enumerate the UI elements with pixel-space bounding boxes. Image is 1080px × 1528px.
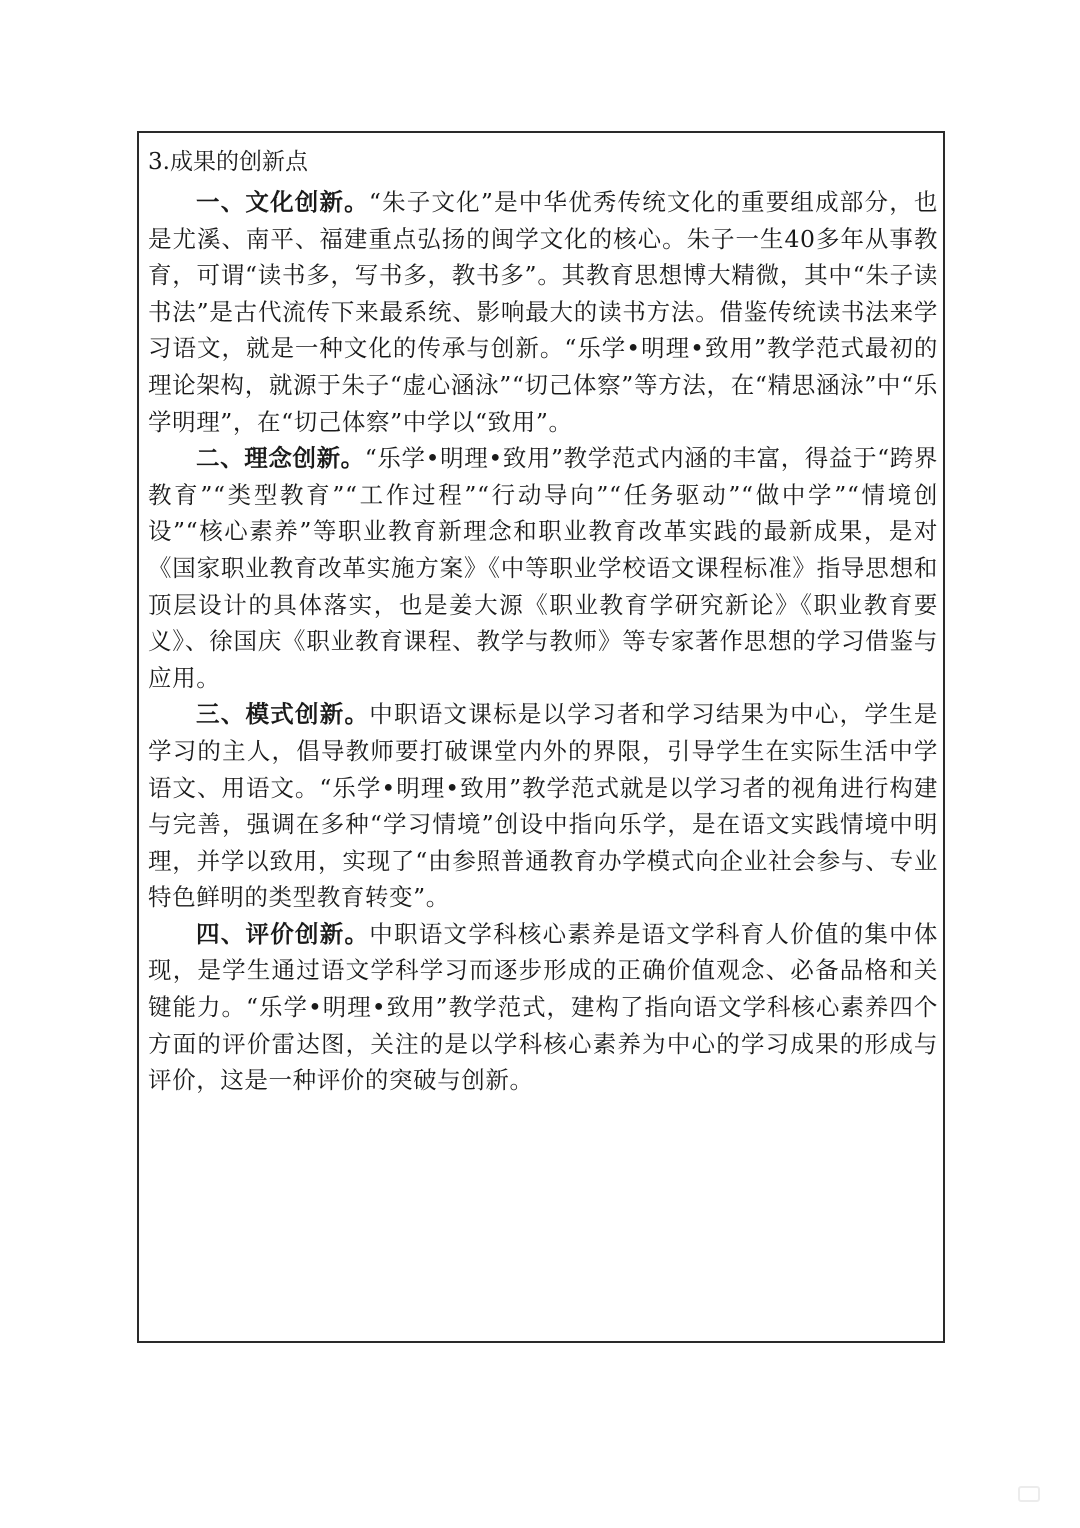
watermark-logo-icon bbox=[1018, 1486, 1040, 1502]
section-heading: 3.成果的创新点 bbox=[148, 149, 308, 175]
paragraph-model-innovation bbox=[148, 696, 938, 916]
paragraph-text: 中职语文课标是以学习者和学习结果为中心，学生是学习的主人，倡导教师要打破课堂内外的界限，引导学生在实际生活中学语文、用语文。“乐学•明理•致用”教学范式就是以学习者的视角进行构建与完善，强调在多种“学习情境”创设中指向乐学，是在语文实践情境中明理，并学以致用，实现了“由参照普通教育办学模式向企业社会参与、专业特色鲜明的类型教育转变”。 bbox=[148, 700, 938, 912]
document-body bbox=[148, 142, 938, 1099]
paragraph-concept-innovation bbox=[148, 440, 938, 696]
paragraph-text: 中职语文学科核心素养是语文学科育人价值的集中体现，是学生通过语文学科学习而逐步形成的正确价值观念、必备品格和关键能力。“乐学•明理•致用”教学范式，建构了指向语文学科核心素养四个方面的评价雷达图，关注的是以学科核心素养为中心的学习成果的形成与评价，这是一种评价的突破与创新。 bbox=[148, 919, 938, 1095]
paragraph-lead: 四、评价创新。 bbox=[196, 919, 370, 948]
paragraph-evaluation-innovation bbox=[148, 916, 938, 1099]
paragraph-lead: 三、模式创新。 bbox=[196, 700, 370, 729]
paragraph-lead: 一、文化创新。 bbox=[196, 188, 369, 216]
paragraph-culture-innovation bbox=[148, 184, 938, 440]
paragraph-text: “乐学•明理•致用”教学范式内涵的丰富，得益于“跨界教育”“类型教育”“工作过程”“行动导向”“任务驱动”“做中学”“情境创设”“核心素养”等职业教育新理念和职业教育改革实践的最新成果，是对《国家职业教育改革实施方案》《中等职业学校语文课程标准》指导思想和顶层设计的具体落实，也是姜大源《职业教育学研究新论》《职业教育要义》、徐国庆《职业教育课程、教学与教师》等专家著作思想的学习借鉴与应用。 bbox=[148, 444, 938, 692]
paragraph-lead: 二、理念创新。 bbox=[196, 444, 365, 473]
paragraph-text: “朱子文化”是中华优秀传统文化的重要组成部分，也是尤溪、南平、福建重点弘扬的闽学文化的核心。朱子一生40多年从事教育，可谓“读书多，写书多，教书多”。其教育思想博大精微，其中“朱子读书法”是古代流传下来最系统、影响最大的读书方法。借鉴传统读书法来学习语文，就是一种文化的传承与创新。“乐学•明理•致用”教学范式最初的理论架构，就源于朱子“虚心涵泳”“切己体察”等方法，在“精思涵泳”中“乐学明理”，在“切己体察”中学以“致用”。 bbox=[148, 188, 938, 436]
